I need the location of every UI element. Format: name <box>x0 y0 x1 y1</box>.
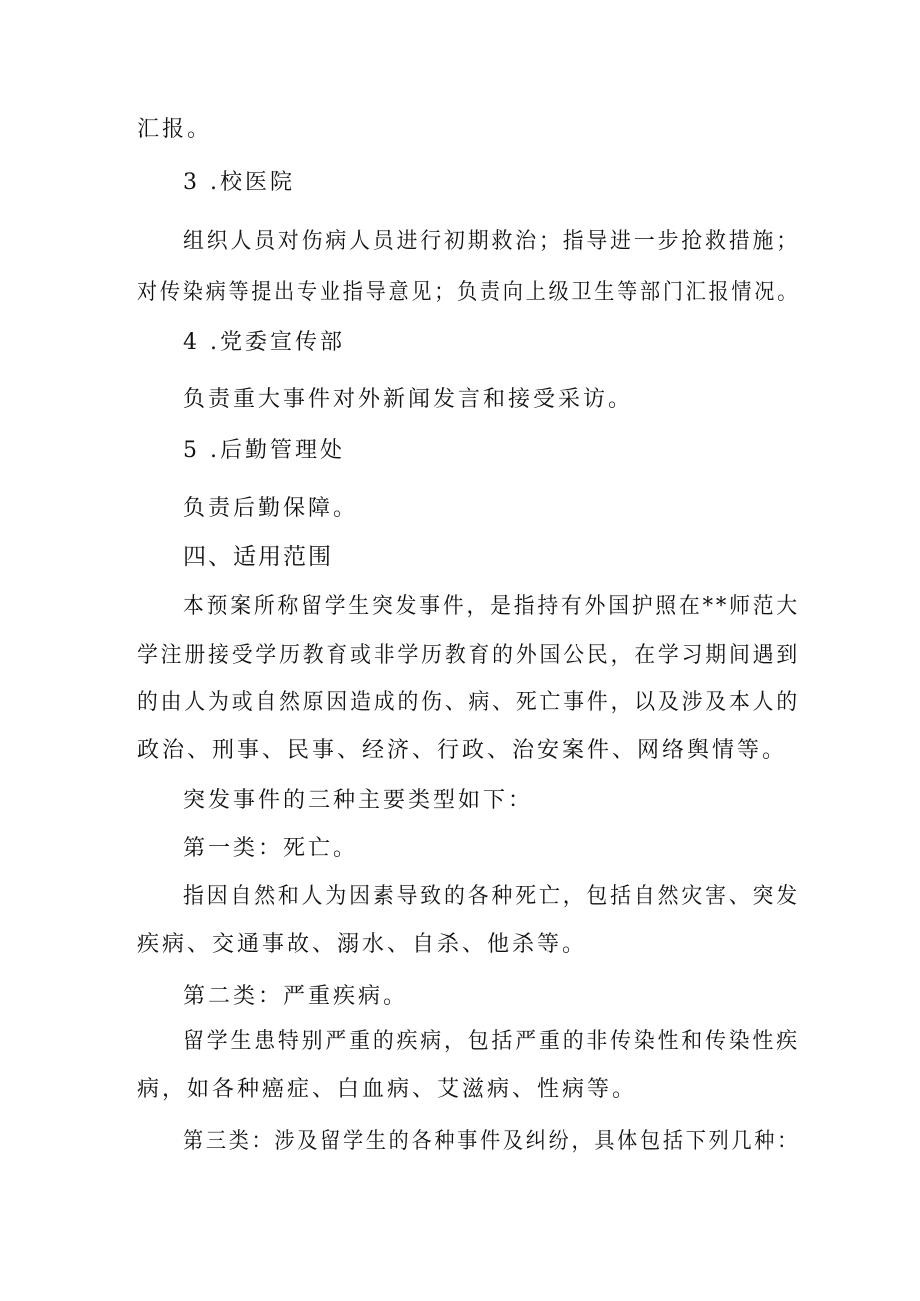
category-heading-incidents: 第三类：涉及留学生的各种事件及纠纷，具体包括下列几种： <box>183 1129 801 1154</box>
paragraph-line: 疾病、交通事故、溺水、自杀、他杀等。 <box>137 932 588 957</box>
paragraph-line: 组织人员对伤病人员进行初期救治；指导进一步抢救措施； <box>183 229 801 254</box>
section-heading-school-hospital: 3 .校医院 <box>183 170 295 195</box>
paragraph-line: 负责重大事件对外新闻发言和接受采访。 <box>183 387 634 412</box>
category-heading-serious-illness: 第二类：严重疾病。 <box>183 984 409 1009</box>
paragraph-line-continuation: 汇报。 <box>137 117 213 142</box>
section-heading-scope: 四、适用范围 <box>183 544 333 570</box>
paragraph-line: 负责后勤保障。 <box>183 496 359 521</box>
paragraph-line: 政治、刑事、民事、经济、行政、治安案件、网络舆情等。 <box>137 738 788 763</box>
paragraph-line: 本预案所称留学生突发事件，是指持有外国护照在**师范大 <box>183 594 801 619</box>
category-heading-death: 第一类：死亡。 <box>183 836 359 861</box>
paragraph-line: 指因自然和人为因素导致的各种死亡，包括自然灾害、突发 <box>183 884 801 909</box>
paragraph-line: 留学生患特别严重的疾病，包括严重的非传染性和传染性疾 <box>183 1029 801 1054</box>
paragraph-line: 对传染病等提出专业指导意见；负责向上级卫生等部门汇报情况。 <box>137 280 801 305</box>
section-heading-publicity-dept: 4 .党委宣传部 <box>183 330 345 355</box>
paragraph-line: 学注册接受学历教育或非学历教育的外国公民，在学习期间遇到 <box>137 643 801 668</box>
paragraph-line: 的由人为或自然原因造成的伤、病、死亡事件，以及涉及本人的 <box>137 690 801 715</box>
paragraph-line: 突发事件的三种主要类型如下： <box>183 788 534 813</box>
paragraph-line: 病，如各种癌症、白血病、艾滋病、性病等。 <box>137 1077 638 1102</box>
section-heading-logistics: 5 .后勤管理处 <box>183 438 345 463</box>
